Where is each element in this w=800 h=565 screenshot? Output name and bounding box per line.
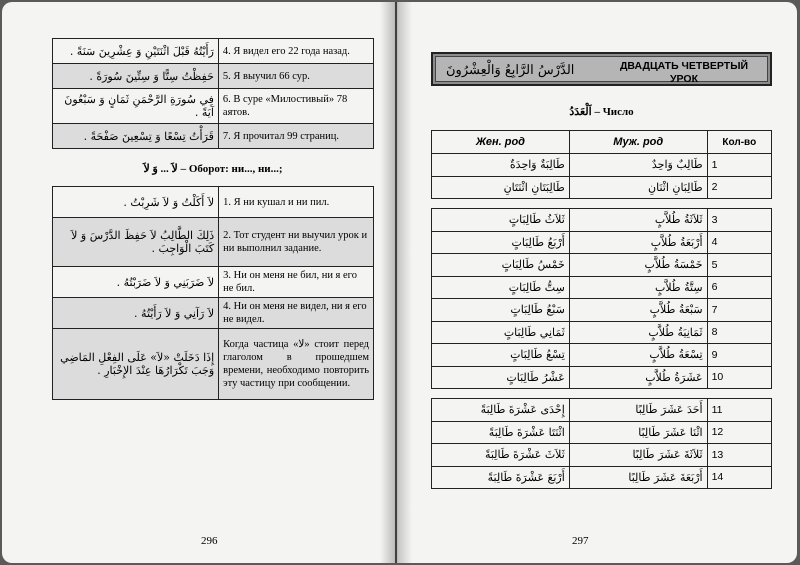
group-separator — [432, 199, 772, 209]
count-value: 7 — [707, 299, 771, 322]
count-value: 5 — [707, 254, 771, 277]
masculine-form: سَبْعَةُ طُلاَّبٍ — [569, 299, 707, 322]
count-value: 12 — [707, 421, 771, 444]
example-arabic: رَأَيْتُهُ قَبْلَ اثْنَتَيْنِ وَ عِشْرِينَ سَنَةً . — [53, 39, 219, 64]
feminine-form: طَالِبَتَانِ اثْنَتَانِ — [432, 176, 570, 199]
masculine-form: ثَلاَثَةُ طُلاَّبٍ — [569, 209, 707, 232]
feminine-form: عَشْرُ طَالِبَاتٍ — [432, 366, 570, 389]
masculine-form: أَرْبَعَةُ طُلاَّبٍ — [569, 231, 707, 254]
masculine-form: طَالِبَانِ اثْنَانِ — [569, 176, 707, 199]
masculine-form: عَشَرَةُ طُلاَّبٍ — [569, 366, 707, 389]
example-russian: 1. Я ни кушал и ни пил. — [219, 187, 374, 218]
example-row — [53, 64, 374, 89]
count-value: 9 — [707, 344, 771, 367]
page-number-left: 296 — [201, 535, 218, 547]
example-row — [53, 187, 374, 218]
section-title: اَلْعَدَدُ – Число — [569, 106, 634, 118]
column-header-fem: Жен. род — [432, 131, 570, 154]
feminine-form: اثْنَتَا عَشْرَةَ طَالِبَةً — [432, 421, 570, 444]
count-value: 4 — [707, 231, 771, 254]
example-arabic: قَرَأْتُ تِسْعًا وَ تِسْعِينَ صَفْحَةً . — [53, 124, 219, 149]
masculine-form: طَالِبٌ وَاحِدٌ — [569, 154, 707, 177]
page-number-right: 297 — [572, 535, 589, 547]
column-header-masc: Муж. род — [569, 131, 707, 154]
examples-table-top — [52, 38, 374, 149]
group-separator — [432, 389, 772, 399]
count-value: 6 — [707, 276, 771, 299]
masculine-form: ثَلاَثَةَ عَشَرَ طَالِبًا — [569, 444, 707, 467]
number-row — [432, 209, 772, 232]
feminine-form: سِتُّ طَالِبَاتٍ — [432, 276, 570, 299]
example-row — [53, 124, 374, 149]
masculine-form: أَحَدَ عَشَرَ طَالِبًا — [569, 399, 707, 422]
example-row — [53, 39, 374, 64]
rule-russian: Когда частица «لا» стоит перед глаголом в прошедшем времени, необходимо повторить эту частицу при сообщении. — [219, 329, 374, 400]
example-russian: 5. Я выучил 66 сур. — [218, 64, 373, 89]
feminine-form: ثَمَانِي طَالِبَاتٍ — [432, 321, 570, 344]
rule-arabic: إِذَا دَخَلَتْ «لاَ» عَلَى الفِعْلِ المَاضِي وَجَبَ تَكْرَارُهَا عِنْدَ الإِخْبَارِ . — [53, 329, 219, 400]
count-value: 11 — [707, 399, 771, 422]
example-arabic: لاَ رَآنِي وَ لاَ رَأَيْتُهُ . — [53, 298, 219, 329]
column-header-num: Кол-во — [707, 131, 771, 154]
left-page — [2, 2, 395, 563]
count-value: 13 — [707, 444, 771, 467]
masculine-form: أَرْبَعَةَ عَشَرَ طَالِبًا — [569, 466, 707, 489]
example-arabic: حَفِظْتُ سِتًّا وَ سِتِّينَ سُورَةً . — [53, 64, 219, 89]
example-arabic: ذَلِكَ الطَّالِبُ لاَ حَفِظَ الدَّرْسَ وَ لاَ كَتَبَ الْوَاجِبَ . — [53, 218, 219, 267]
example-row — [53, 89, 374, 124]
example-russian: 3. Ни он меня не бил, ни я его не бил. — [219, 267, 374, 298]
feminine-form: خَمْسُ طَالِبَاتٍ — [432, 254, 570, 277]
count-value: 14 — [707, 466, 771, 489]
example-row — [53, 267, 374, 298]
feminine-form: أَرْبَعُ طَالِبَاتٍ — [432, 231, 570, 254]
number-row — [432, 299, 772, 322]
count-value: 3 — [707, 209, 771, 232]
example-row — [53, 298, 374, 329]
lesson-title-russian: ДВАДЦАТЬ ЧЕТВЕРТЫЙ УРОК — [619, 60, 749, 85]
example-russian: 2. Тот студент ни выучил урок и ни выполнил задание. — [219, 218, 374, 267]
feminine-form: تِسْعُ طَالِبَاتٍ — [432, 344, 570, 367]
lesson-header — [431, 52, 772, 86]
number-row — [432, 254, 772, 277]
example-russian: 6. В суре «Милостивый» 78 аятов. — [218, 89, 373, 124]
number-row — [432, 154, 772, 177]
examples-table-bottom — [52, 186, 374, 400]
feminine-form: سَبْعُ طَالِبَاتٍ — [432, 299, 570, 322]
right-page — [397, 2, 797, 563]
number-row — [432, 444, 772, 467]
count-value: 2 — [707, 176, 771, 199]
example-arabic: لاَ ضَرَبَنِي وَ لاَ ضَرَبْتُهُ . — [53, 267, 219, 298]
rule-row — [53, 329, 374, 400]
count-value: 10 — [707, 366, 771, 389]
number-row — [432, 344, 772, 367]
number-row — [432, 276, 772, 299]
masculine-form: سِتَّةُ طُلاَّبٍ — [569, 276, 707, 299]
construction-heading: لاَ ... وَ لاَ – Оборот: ни..., ни...; — [143, 163, 283, 175]
masculine-form: اثْنَا عَشَرَ طَالِبًا — [569, 421, 707, 444]
example-row — [53, 218, 374, 267]
feminine-form: إِحْدَى عَشْرَةَ طَالِبَةً — [432, 399, 570, 422]
count-value: 8 — [707, 321, 771, 344]
example-russian: 7. Я прочитал 99 страниц. — [218, 124, 373, 149]
masculine-form: خَمْسَةُ طُلاَّبٍ — [569, 254, 707, 277]
feminine-form: ثَلاَثَ عَشْرَةَ طَالِبَةً — [432, 444, 570, 467]
number-row — [432, 321, 772, 344]
example-russian: 4. Я видел его 22 года назад. — [218, 39, 373, 64]
feminine-form: أَرْبَعَ عَشْرَةَ طَالِبَةً — [432, 466, 570, 489]
example-arabic: لاَ أَكَلْتُ وَ لاَ شَرِبْتُ . — [53, 187, 219, 218]
number-row — [432, 231, 772, 254]
lesson-title-arabic: الدَّرْسُ الرَّابِعُ وَالْعِشْرُونَ — [446, 63, 575, 78]
numbers-table — [431, 130, 772, 489]
number-row — [432, 466, 772, 489]
number-row — [432, 421, 772, 444]
number-row — [432, 399, 772, 422]
table-header — [432, 131, 772, 154]
example-arabic: فِي سُورَةِ الرَّحْمَنِ ثَمَانٍ وَ سَبْعُونَ آيَةً . — [53, 89, 219, 124]
number-row — [432, 176, 772, 199]
masculine-form: ثَمَانِيَةُ طُلاَّبٍ — [569, 321, 707, 344]
example-russian: 4. Ни он меня не видел, ни я его не видел. — [219, 298, 374, 329]
count-value: 1 — [707, 154, 771, 177]
feminine-form: ثَلاَثُ طَالِبَاتٍ — [432, 209, 570, 232]
feminine-form: طَالِبَةٌ وَاحِدَةٌ — [432, 154, 570, 177]
number-row — [432, 366, 772, 389]
masculine-form: تِسْعَةُ طُلاَّبٍ — [569, 344, 707, 367]
